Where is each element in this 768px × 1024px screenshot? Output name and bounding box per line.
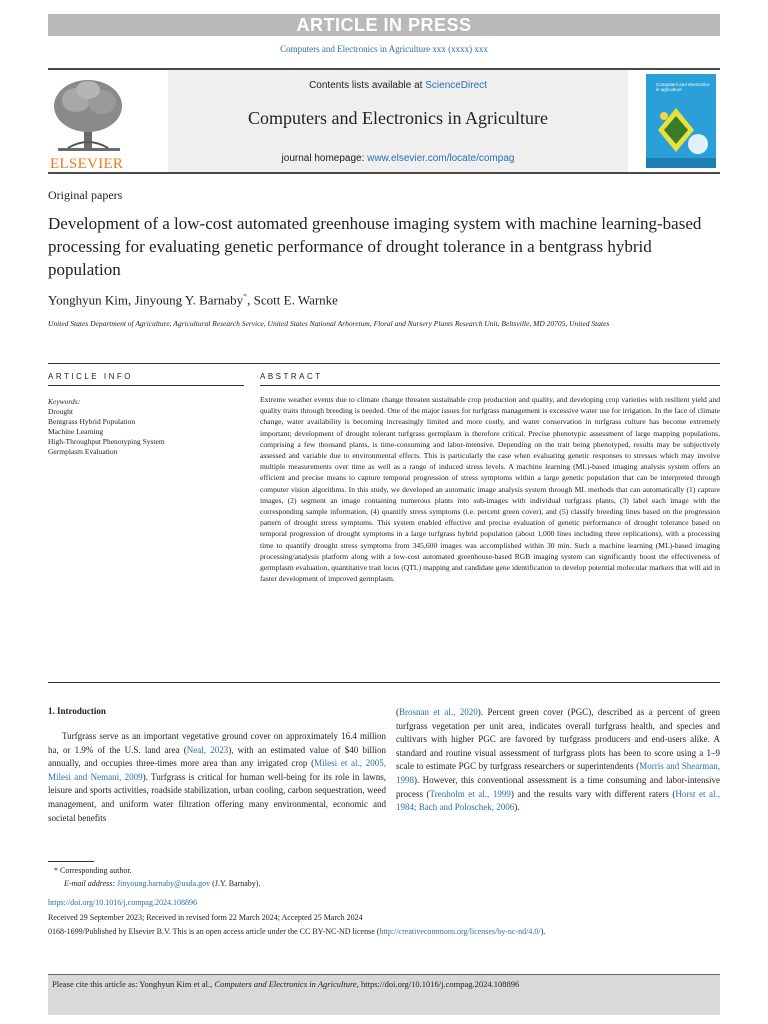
citation-box (48, 974, 720, 1015)
citation-text (52, 979, 519, 989)
license-link[interactable]: http://creativecommons.org/licenses/by-nc-nd/4.0/ (379, 927, 541, 936)
abstract-text: Extreme weather events due to climate change threaten sustainable crop production and quality, and developing crop varieties with resilient yield and quality traits through breeding is needed. One of the major issues for turfgrass management is excessive water use for irrigation. In the face of climate change, water availability is becoming increasingly limited and more costly, and water conservation in turfgrass culture has become extremely important; development of drought tolerant turfgrass germplasm is therefore critical. Precise phenotypic assessment of large mapping populations, comprising a few thousand plants, is time-consuming and labor-intensive. Depending on the trait being phenotyped, results may be subjectively assessed and variable due to environmental effects. This is particularly the case when evaluating genetic responses to stresses which may involve multiple measurements over time as well as a range of induced stress levels. A machine learning (ML)-based imaging analysis system offers an efficient and precise means to capture temporal progression of stress symptoms within a large genetic population that can be interpreted through computer vision algorithms. In this study, we developed an automatic image analysis system through ML methods that can automatically (1) capture images, (2) segment an image containing numerous plants into sub-images with individual turfgrass plants, (3) label each image with the corresponding sample information, (4) quantify stress symptoms (i.e. percent green cover), and (5) classify breeding lines based on the progression pattern of drought stress symptoms. This system enabled effective and precise evaluation of genetic performance of drought tolerance based on temporal progression of drought symptoms in a large turfgrass hybrid population (about 1,000 lines including three replications), with a processing time to quantify drought stress symptoms from 345,600 images was accomplished within 30 min. Such a machine learning (ML)-based imaging processing/analysis platform along with a low-cost automated greenhouse-based RGB imaging system can significantly boost the effectiveness of germplasm evaluation, quantitative trait locus (QTL) mapping and candidate gene identification to develop potential molecular markers that will aid in faster development of improved germplasm. (260, 395, 720, 584)
intro-text: ). However, this conventional assessment is a time consuming and labor-intensive process ( (396, 774, 720, 799)
journal-name: Computers and Electronics in Agriculture (248, 108, 548, 128)
intro-text: ). Turfgrass is critical for human well-being for its role in lawns, leisure and sports activities, roadside stabilization, urban cooling, carbon sequestration, weed management, and uniform water filtration offering many environmental, economic and societal benefits (48, 771, 386, 823)
cover-title: Computers and electronics in agriculture (656, 82, 710, 92)
intro-right-column (396, 706, 720, 815)
homepage-prefix: journal homepage: (281, 153, 368, 164)
affiliation: United States Department of Agriculture, Agricultural Research Service, United States National Arboretum, Floral and Nursery Plants Research Unit, Beltsville, MD 20705, United States (48, 319, 610, 328)
keyword: High-Throughput Phenotyping System (48, 437, 165, 446)
email-note (64, 879, 260, 888)
email-link[interactable]: Jinyoung.barnaby@usda.gov (117, 879, 211, 888)
divider (48, 363, 720, 364)
journal-cover-image[interactable] (646, 74, 716, 168)
citation-suffix[interactable]: , https://doi.org/10.1016/j.compag.2024.108896 (356, 979, 520, 989)
divider (260, 385, 720, 386)
article-title: Development of a low-cost automated greenhouse imaging system with machine learning-based processing for evaluating genetic performance of drought tolerance in a bentgrass hybrid population (48, 214, 702, 279)
author-kim[interactable]: Yonghyun Kim (48, 292, 128, 308)
citation-link[interactable]: Milesi et al., 2005, Milesi and Nemani, 2009 (48, 758, 386, 782)
author-list: Yonghyun Kim, Jinyoung Y. Barnaby*, Scott E. Warnke (48, 292, 338, 308)
citation-journal: Computers and Electronics in Agriculture (214, 979, 357, 989)
citation-link[interactable]: Morris and Shearman, 1998 (396, 761, 720, 785)
citation-link[interactable]: Neal, 2023 (186, 744, 229, 755)
intro-text: ), with an estimated value of $40 billion annually, and occupies three-times more area than any irrigated crop ( (48, 744, 386, 769)
keyword: Germplasm Evaluation (48, 447, 118, 456)
keyword-list (48, 407, 165, 457)
journal-reference[interactable]: Computers and Electronics in Agriculture xxx (xxxx) xxx (280, 44, 488, 54)
license-prefix: 0168-1699/Published by Elsevier B.V. This is an open access article under the CC BY-NC-ND license ( (48, 927, 380, 936)
introduction-heading: 1. Introduction (48, 706, 106, 716)
elsevier-wordmark: ELSEVIER (50, 156, 124, 172)
contents-prefix: Contents lists available at (309, 80, 426, 91)
keyword: Drought (48, 407, 73, 416)
section-type: Original papers (48, 188, 123, 202)
citation-link[interactable]: Horst et al., 1984; Bach and Poloschek, 2006 (396, 788, 720, 813)
journal-header (48, 68, 720, 174)
license-line (48, 927, 545, 936)
email-label: E-mail address: (64, 879, 116, 888)
corresponding-author-mark[interactable]: * (243, 292, 248, 301)
intro-text: ( (396, 707, 399, 717)
intro-text: ) and the results vary with different raters ( (510, 788, 676, 799)
corresponding-author-note: * Corresponding author. (54, 866, 132, 875)
sciencedirect-link[interactable]: ScienceDirect (425, 80, 487, 91)
elsevier-tree-icon (48, 76, 130, 156)
keywords-label: Keywords: (48, 397, 81, 406)
article-info-heading: ARTICLE INFO (48, 372, 133, 381)
email-suffix: (J.Y. Barnaby). (210, 879, 261, 888)
footnote-divider (48, 861, 94, 862)
author-warnke[interactable]: Scott E. Warnke (253, 292, 338, 308)
abstract-heading: ABSTRACT (260, 372, 323, 381)
intro-left-column (48, 730, 386, 825)
article-in-press-banner: ARTICLE IN PRESS (48, 14, 720, 36)
author-barnaby[interactable]: Jinyoung Y. Barnaby (134, 292, 244, 308)
journal-header-center (168, 70, 628, 172)
citation-prefix: Please cite this article as: Yonghyun Kim et al., (52, 979, 215, 989)
citation-link[interactable]: Trenholm et al., 1999 (429, 788, 511, 799)
doi-link[interactable]: https://doi.org/10.1016/j.compag.2024.108896 (48, 898, 197, 907)
elsevier-tree-logo (48, 76, 130, 172)
citation-link[interactable]: Brosnan et al., 2020 (399, 707, 478, 717)
intro-text: Turfgrass serve as an important vegetative ground cover on approximately 16.4 million ha, or 1.9% of the U.S. land area ( (48, 731, 386, 755)
divider (48, 385, 244, 386)
received-dates: Received 29 September 2023; Received in revised form 22 March 2024; Accepted 25 March 2024 (48, 913, 363, 922)
contents-line (168, 80, 628, 91)
intro-text: ). (514, 802, 520, 813)
keyword: Machine Learning (48, 427, 104, 436)
homepage-link[interactable]: www.elsevier.com/locate/compag (367, 153, 515, 164)
intro-text: ). Percent green cover (PGC), described as a percent of green turfgrass vegetation per unit area, indicates overall turfgrass health, and species and cultivars with higher PGC are favored by turfgrass producers and end-users alike. A standard and routine visual assessment of turfgrass plots has been to score using a 1–9 scale to estimate PGC by turfgrass researchers or superintendents ( (396, 707, 720, 772)
keyword: Bentgrass Hybrid Population (48, 417, 136, 426)
divider (48, 682, 720, 683)
homepage-line (168, 153, 628, 164)
license-suffix: ). (540, 927, 546, 936)
cover-art-icon (646, 74, 716, 168)
